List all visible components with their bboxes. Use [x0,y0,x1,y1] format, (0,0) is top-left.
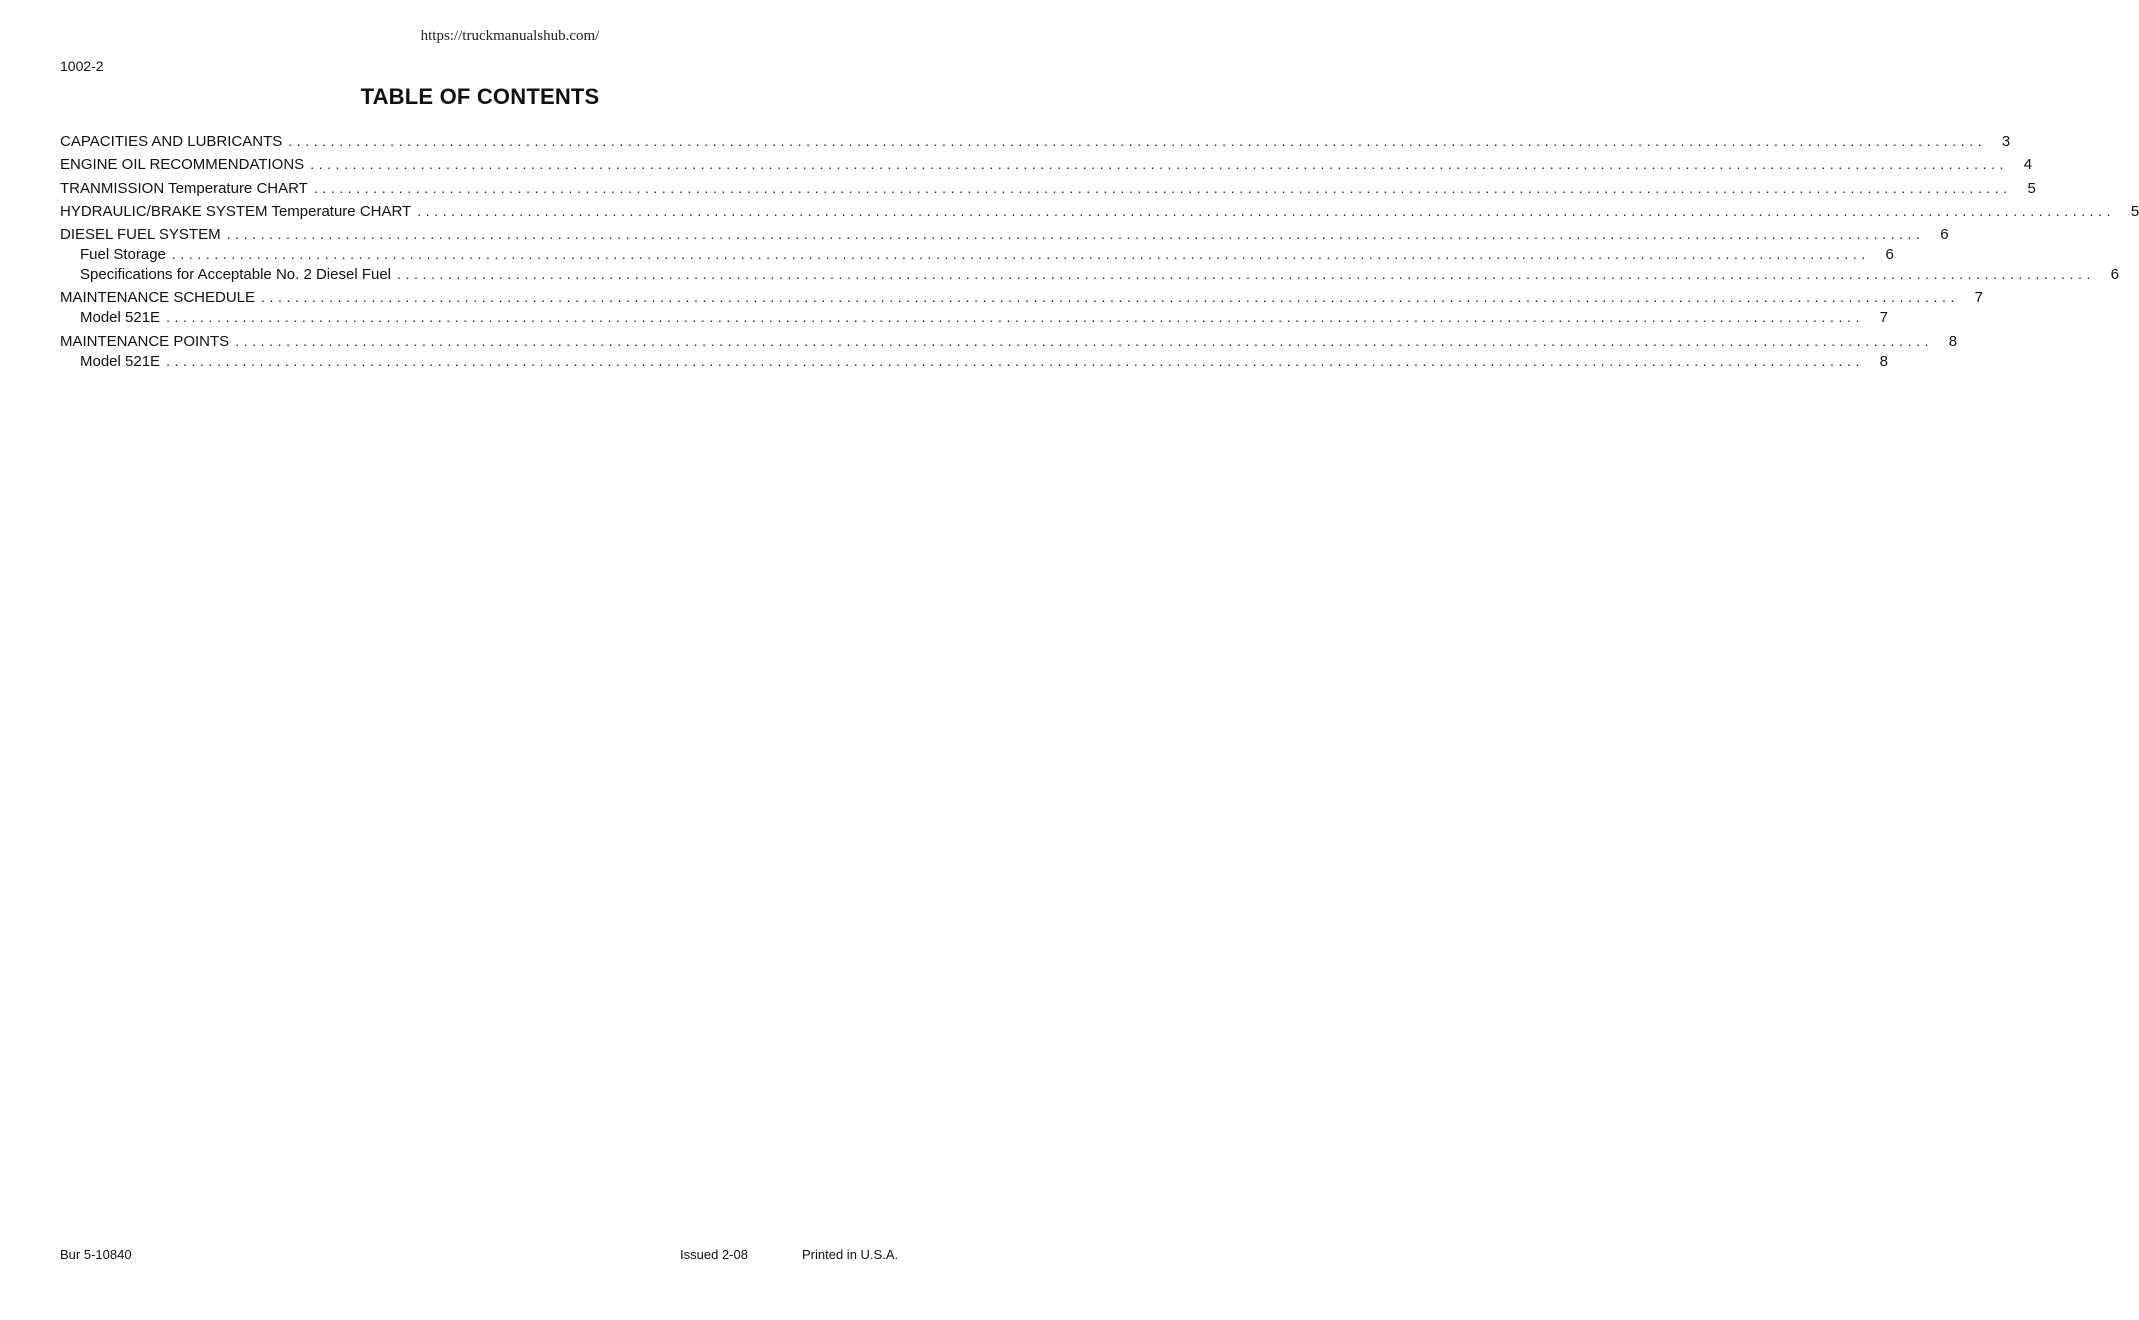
toc-dot-leader: ........................................................................................................................................................................................................ [288,133,1987,149]
toc-entry-label: DIESEL FUEL SYSTEM [60,226,221,244]
toc-entry[interactable] [60,307,1888,327]
toc-entry-label: Fuel Storage [80,246,166,264]
toc-dot-leader: ........................................................................................................................................................................................................ [397,266,2095,283]
toc-entry-page-number: 7 [1879,309,1888,327]
toc-entry-label: HYDRAULIC/BRAKE SYSTEM Temperature CHART [60,202,412,220]
toc-dot-leader: ........................................................................................................................................................................................................ [171,246,1870,263]
toc-entry[interactable] [60,264,2119,284]
toc-entry[interactable] [60,224,1949,244]
toc-dot-leader: ........................................................................................................................................................................................................ [226,226,1925,243]
footer-bulletin-number: Bur 5-10840 [60,1247,132,1262]
toc-entry-label: CAPACITIES AND LUBRICANTS [60,133,283,150]
toc-entry-page-number: 3 [2001,133,2011,150]
toc-entry[interactable] [60,244,1894,264]
toc-entry-label: MAINTENANCE SCHEDULE [60,289,256,307]
toc-entry-page-number: 7 [1974,289,1983,307]
toc-entry[interactable] [60,131,2011,151]
toc-dot-leader: ........................................................................................................................................................................................................ [310,156,2009,173]
toc-entry-label: Model 521E [80,352,161,370]
toc-entry[interactable] [60,154,2033,174]
toc-dot-leader: ........................................................................................................................................................................................................ [166,309,1864,326]
toc-entry[interactable] [60,178,2036,198]
toc-dot-leader: ........................................................................................................................................................................................................ [235,332,1934,349]
toc-entry[interactable] [60,201,2139,221]
toc-dot-leader: ........................................................................................................................................................................................................ [313,179,2012,196]
toc-entry-page-number: 8 [1879,352,1888,370]
toc-dot-leader: ........................................................................................................................................................................................................ [166,352,1864,369]
toc-entry-page-number: 6 [1940,226,1949,244]
toc-entry-label: Model 521E [80,309,161,327]
toc-entry-page-number: 5 [2130,202,2139,220]
toc-entry-page-number: 6 [1885,246,1894,264]
toc-entry-page-number: 6 [2110,266,2119,284]
toc-entry-page-number: 8 [1948,332,1958,350]
table-of-contents [60,131,2139,371]
toc-entry[interactable] [60,331,1958,351]
document-number: 1002-2 [60,58,104,74]
footer-printed-location: Printed in U.S.A. [802,1247,899,1262]
toc-dot-leader: ........................................................................................................................................................................................................ [417,202,2116,219]
toc-entry-label: Specifications for Acceptable No. 2 Diesel Fuel [80,266,391,284]
toc-entry-page-number: 4 [2023,156,2033,174]
toc-entry-label: TRANMISSION Temperature CHART [60,179,308,197]
toc-dot-leader: ........................................................................................................................................................................................................ [261,289,1959,306]
footer-issued-date: Issued 2-08 [680,1247,748,1262]
source-url: https://truckmanualshub.com/ [420,28,600,44]
page-title: TABLE OF CONTENTS [360,84,600,109]
toc-entry[interactable] [60,287,1983,307]
toc-entry-label: ENGINE OIL RECOMMENDATIONS [60,156,305,174]
toc-entry-label: MAINTENANCE POINTS [60,332,230,350]
toc-entry-page-number: 5 [2027,179,2036,197]
toc-entry[interactable] [60,351,1888,371]
